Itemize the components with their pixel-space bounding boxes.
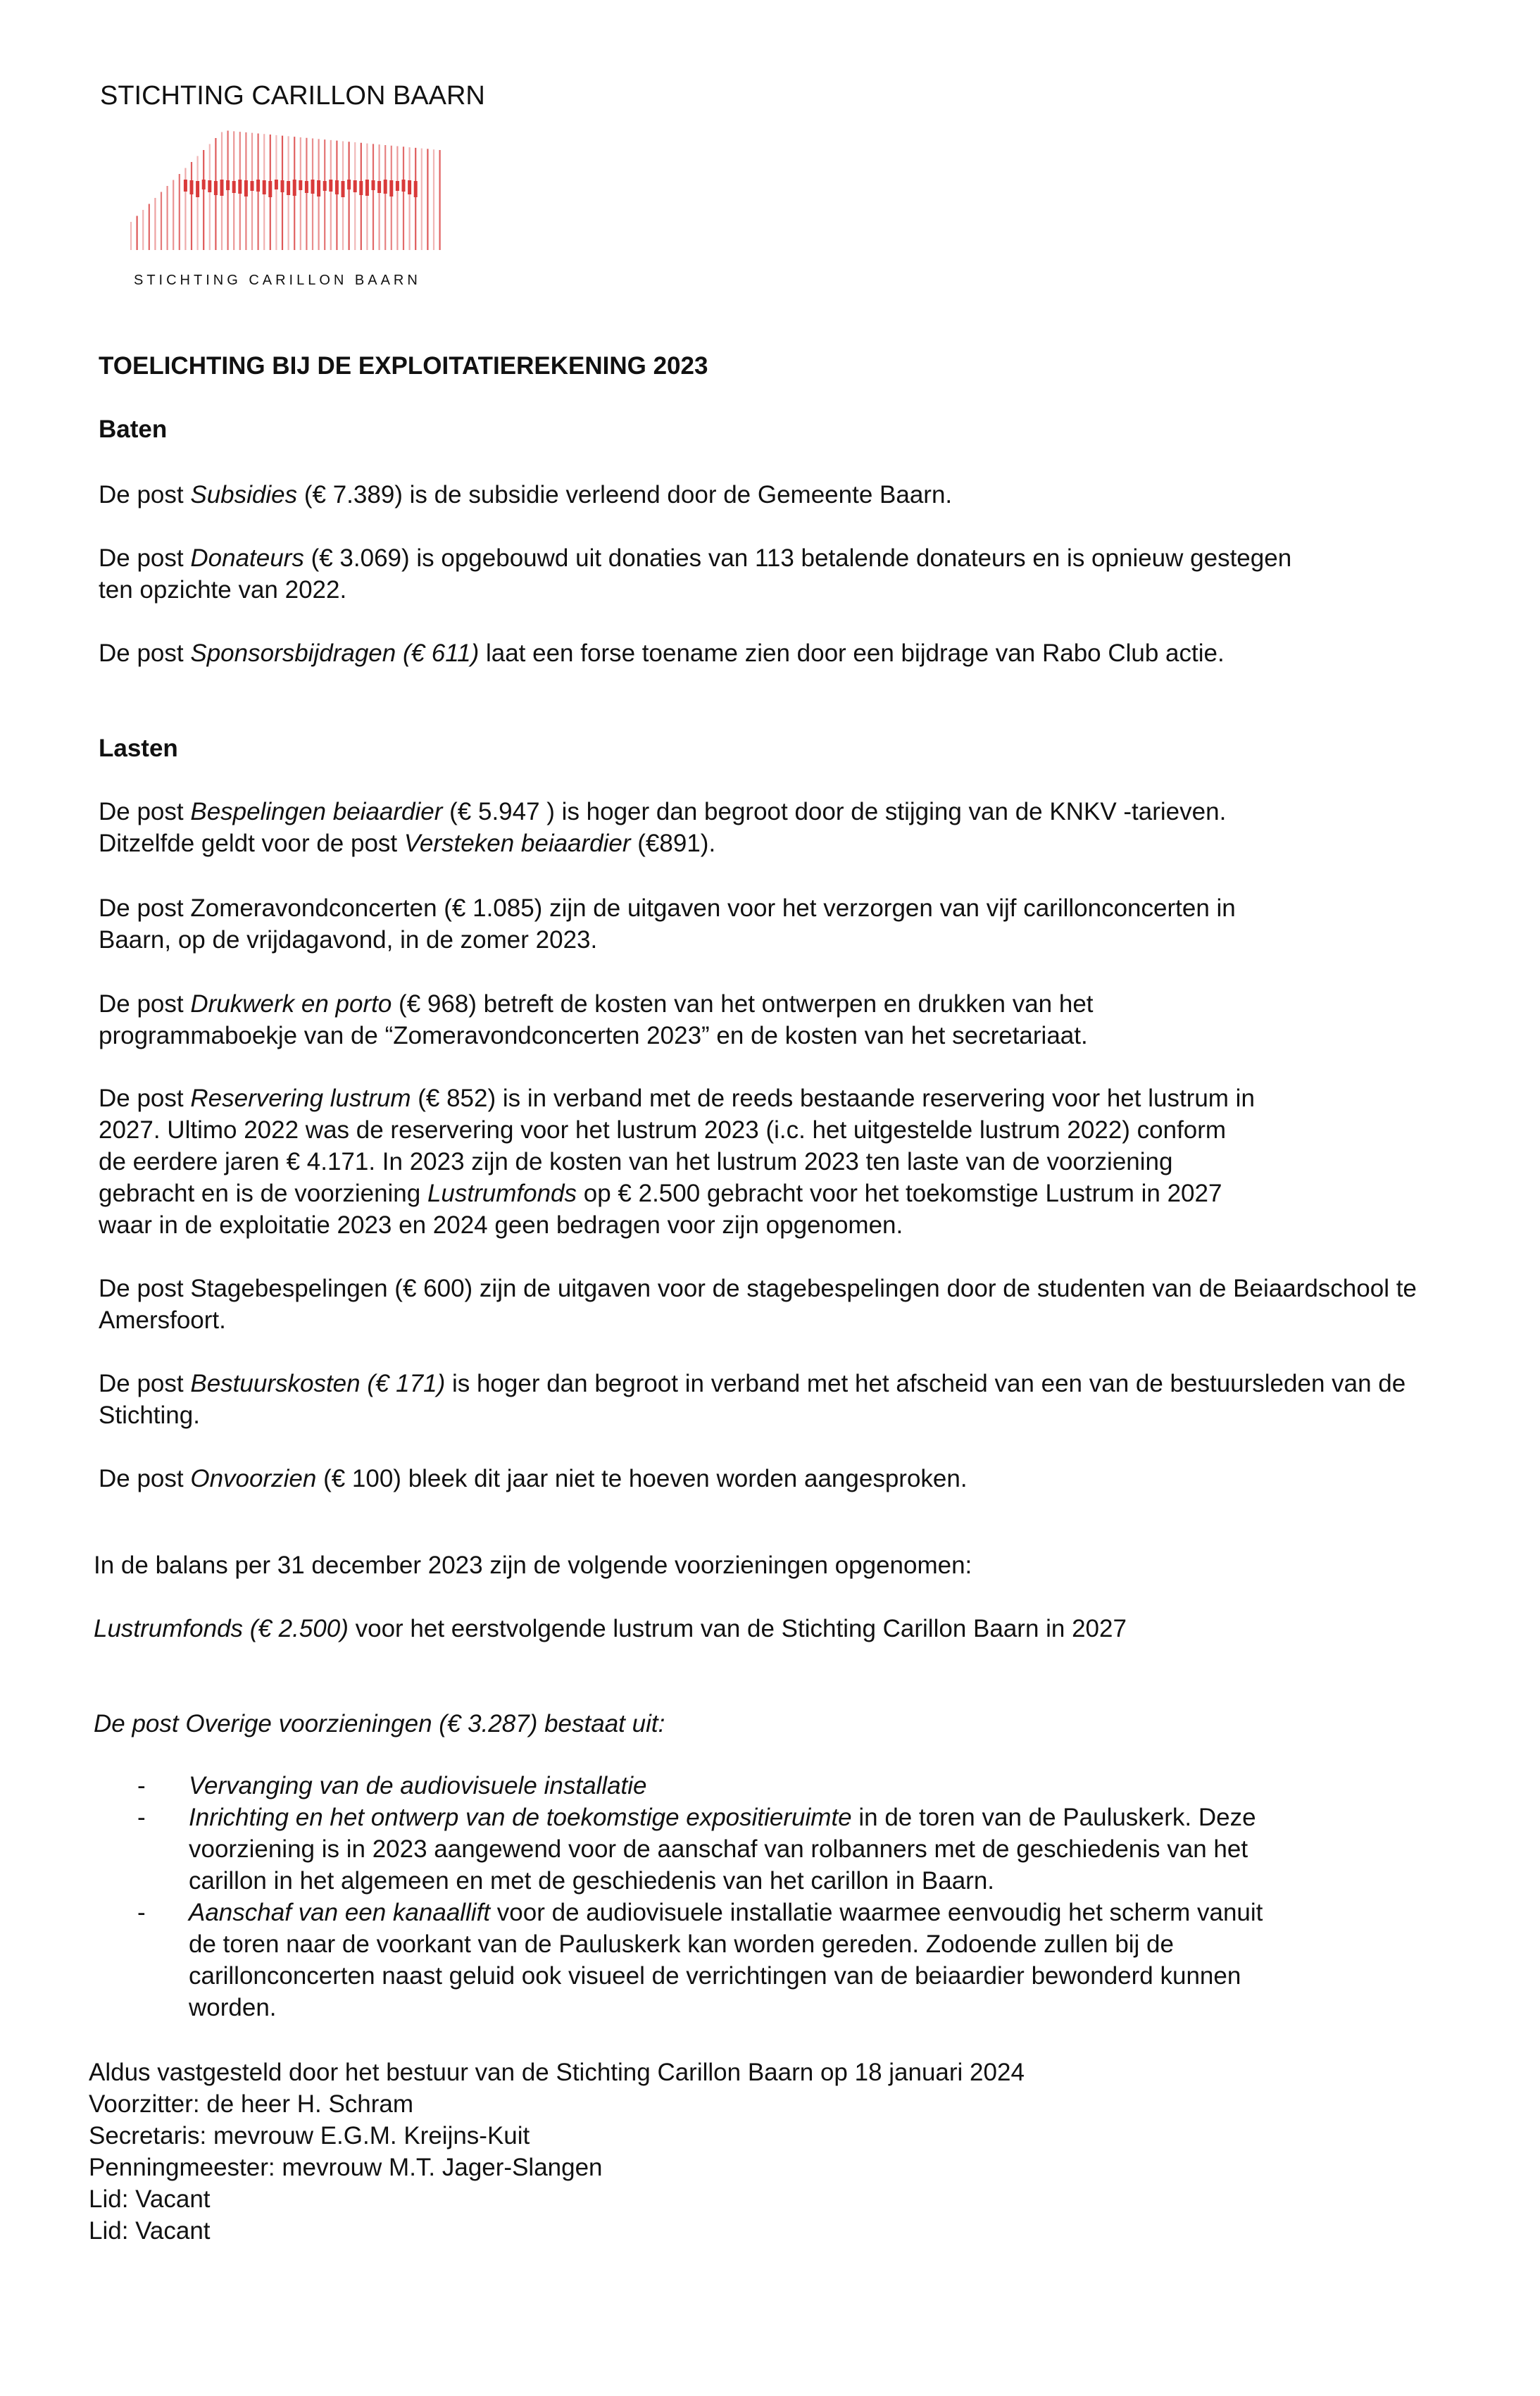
section-heading-baten: Baten [99,416,168,443]
logo-mark [263,180,266,194]
logo-mark [251,181,254,191]
logo-mark [384,180,387,194]
logo-mark [414,181,418,197]
logo-mark [372,180,375,190]
paragraph-reservering-line4: gebracht en is de voorziening Lustrumfonds op € 2.500 gebracht voor het toekomstige Lustrum in 2027 [99,1180,1222,1207]
logo-mark [311,180,315,194]
logo-mark [396,181,399,191]
logo-mark [196,181,199,197]
paragraph-stage: De post Stagebespelingen (€ 600) zijn de uitgaven voor de stagebespelingen door de studenten van de Beiaardschool te [99,1275,1417,1302]
logo-caption: STICHTING CARILLON BAARN [134,273,421,288]
document-title: TOELICHTING BIJ DE EXPLOITATIEREKENING 2023 [99,352,708,380]
balans-intro: In de balans per 31 december 2023 zijn de volgende voorzieningen opgenomen: [94,1552,972,1579]
paragraph-drukwerk-line2: programmaboekje van de “Zomeravondconcerten 2023” en de kosten van het secretariaat. [99,1022,1088,1049]
logo-mark [329,180,332,192]
logo-mark [238,180,242,194]
logo-mark [220,180,224,196]
logo-mark [208,180,211,192]
organization-name: STICHTING CARILLON BAARN [100,81,485,111]
logo-mark [226,180,230,190]
paragraph-zomeravond: De post Zomeravondconcerten (€ 1.085) zijn de uitgaven voor het verzorgen van vijf carillonconcerten in [99,894,1236,922]
logo-mark [190,180,194,194]
paragraph-sponsors: De post Sponsorsbijdragen (€ 611) laat een forse toename zien door een bijdrage van Rabo Club actie. [99,639,1225,667]
logo-mark [214,181,218,195]
logo-mark [287,181,290,195]
logo-mark [184,180,187,192]
logo-mark [359,181,363,195]
signoff-treasurer: Penningmeester: mevrouw M.T. Jager-Slangen [89,2154,603,2181]
paragraph-reservering-line3: de eerdere jaren € 4.171. In 2023 zijn de kosten van het lustrum 2023 ten laste van de voorziening [99,1148,1173,1175]
logo-mark [323,181,327,191]
signoff-line: Aldus vastgesteld door het bestuur van de Stichting Carillon Baarn op 18 januari 2024 [89,2059,1025,2086]
logo-mark [365,180,369,196]
section-heading-lasten: Lasten [99,735,178,762]
paragraph-reservering-line2: 2027. Ultimo 2022 was de reservering voor het lustrum 2023 (i.c. het uitgestelde lustrum 2022) conform [99,1116,1227,1144]
logo-mark [389,180,393,196]
paragraph-onvoorzien: De post Onvoorzien (€ 100) bleek dit jaar niet te hoeven worden aangesproken. [99,1465,968,1492]
logo-mark [268,181,272,197]
logo-mark [408,180,411,194]
paragraph-zomeravond-line2: Baarn, op de vrijdagavond, in de zomer 2023. [99,926,598,954]
logo-mark [335,180,339,194]
logo-mark [317,180,320,196]
logo-mark [202,180,206,189]
paragraph-bestuur-line2: Stichting. [99,1402,200,1429]
balans-overige: De post Overige voorzieningen (€ 3.287) bestaat uit: [94,1710,665,1737]
signoff-member-1: Lid: Vacant [89,2185,211,2213]
logo-mark [281,180,284,192]
signoff-chair: Voorzitter: de heer H. Schram [89,2090,414,2118]
paragraph-donateurs-line2: ten opzichte van 2022. [99,576,347,604]
logo-mark [377,181,381,193]
logo-mark [293,180,296,196]
paragraph-bespelingen-line2: Ditzelfde geldt voor de post Versteken beiaardier (€891). [99,830,716,857]
paragraph-bespelingen: De post Bespelingen beiaardier (€ 5.947 ) is hoger dan begroot door de stijging van de KNKV -tarieven. [99,798,1227,825]
paragraph-donateurs: De post Donateurs (€ 3.069) is opgebouwd uit donaties van 113 betalende donateurs en is opnieuw gestegen [99,544,1292,572]
voorzieningen-list [137,1770,1263,2023]
logo-mark [347,180,351,189]
paragraph-bestuur: De post Bestuurskosten (€ 171) is hoger dan begroot in verband met het afscheid van een van de bestuursleden van de [99,1370,1406,1397]
logo-mark [342,181,345,197]
paragraph-drukwerk: De post Drukwerk en porto (€ 968) betreft de kosten van het ontwerpen en drukken van het [99,990,1094,1018]
logo-mark [353,180,357,192]
logo-mark [305,181,308,193]
logo-mark [299,180,302,190]
signoff-member-2: Lid: Vacant [89,2217,211,2245]
logo-mark [232,181,236,193]
logo-mark [275,180,278,189]
logo-mark [244,180,248,196]
logo-mark [256,180,260,192]
balans-lustrumfonds: Lustrumfonds (€ 2.500) voor het eerstvolgende lustrum van de Stichting Carillon Baarn in 2027 [94,1615,1127,1642]
logo-mark [402,180,406,192]
list-item: - Aanschaf van een kanaallift voor de audiovisuele installatie waarmee eenvoudig het scherm vanuit de toren naar de voorkant van de Pauluskerk kan worden gereden. Zodoende zullen bij de carillonconcerten naast geluid ook visueel de verrichtingen van de beiaardier bewonderd kunnen worden. [137,1899,1263,2021]
list-item: - Inrichting en het ontwerp van de toekomstige expositieruimte in de toren van de Pauluskerk. Deze voorziening is in 2023 aangewend voor de aanschaf van rolbanners met de geschiedenis van het carillon in het algemeen en met de geschiedenis van het carillon in Baarn. [137,1804,1256,1895]
list-item: - Vervanging van de audiovisuele installatie [137,1772,647,1799]
paragraph-reservering-line5: waar in de exploitatie 2023 en 2024 geen bedragen voor zijn opgenomen. [99,1211,903,1239]
paragraph-stage-line2: Amersfoort. [99,1306,226,1334]
signoff-secretary: Secretaris: mevrouw E.G.M. Kreijns-Kuit [89,2122,530,2149]
paragraph-subsidies: De post Subsidies (€ 7.389) is de subsidie verleend door de Gemeente Baarn. [99,481,953,508]
paragraph-reservering: De post Reservering lustrum (€ 852) is in verband met de reeds bestaande reservering voor het lustrum in [99,1085,1255,1112]
